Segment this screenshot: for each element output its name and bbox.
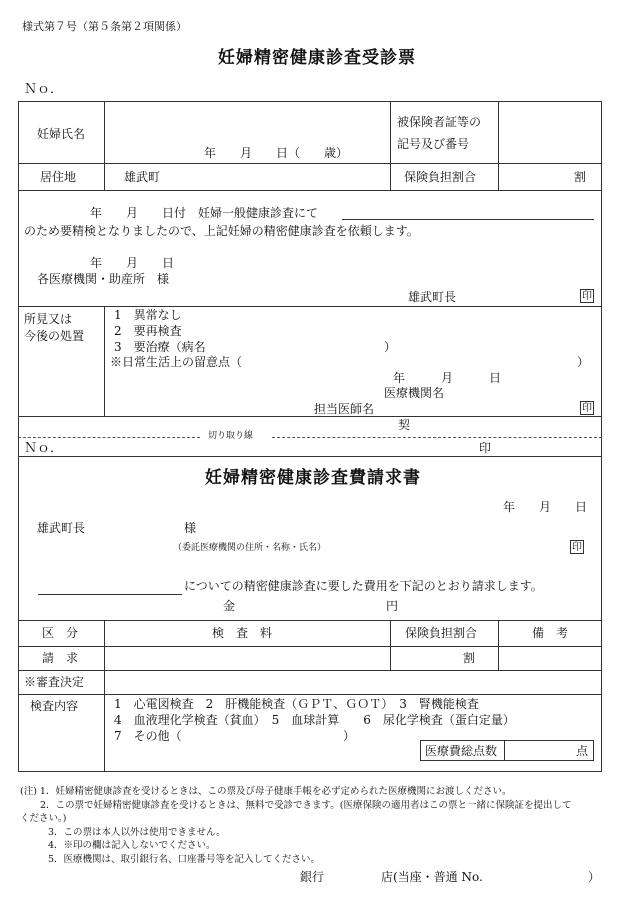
- findings-item-3-close: ）: [384, 340, 397, 354]
- col-header-category: 区 分: [42, 626, 79, 640]
- request-line-2: のため要精検となりましたので、上記妊婦の精密健康診査を依頼します。: [24, 224, 419, 238]
- seal-in-label: 印: [479, 441, 492, 455]
- insurance-label-1: 被保険者証等の: [397, 115, 482, 129]
- birthdate-field[interactable]: 年 月 日（ 歳）: [204, 146, 349, 160]
- branch-label: 店(当座・普通 No.: [381, 870, 483, 884]
- form-number: 様式第７号（第５条第２項関係）: [22, 20, 187, 33]
- row-review-label: ※審査決定: [24, 675, 85, 689]
- claim-seal: 印: [572, 542, 582, 553]
- pregnant-name-field[interactable]: [135, 124, 375, 142]
- exam-fee-field[interactable]: [110, 648, 386, 668]
- total-points-label: 医療費総点数: [425, 744, 498, 758]
- col-header-remarks: 備 考: [532, 626, 569, 640]
- note-3: 3．この票は本人以外は使用できません。: [48, 827, 226, 838]
- findings-item-2[interactable]: 2 要再検査: [114, 324, 182, 338]
- col-header-burden: 保険負担割合: [405, 626, 478, 640]
- claim-sama: 様: [184, 521, 197, 535]
- note-2: 2．この票で妊婦精密健康診査を受けるときは、無料で受診できます。(医療保険の適用者はこの票と一緒に保険証を提出して: [40, 800, 572, 811]
- findings-label-2: 今後の処置: [24, 329, 85, 343]
- request-addressee: 各医療機関・助産所 様: [37, 272, 170, 286]
- form-title: 妊婦精密健康診査受診票: [218, 48, 416, 68]
- doctor-label: 担当医師名: [314, 402, 375, 416]
- mayor-label: 雄武町長: [408, 290, 457, 304]
- exam-line-2[interactable]: 4 血液理化学検査（貧血） 5 血球計算 6 尿化学検査（蛋白定量）: [114, 713, 515, 727]
- total-points-unit: 点: [576, 744, 589, 758]
- note-4: 4．※印の欄は記入しないでください。: [48, 840, 216, 851]
- note-5: 5．医療機関は、取引銀行名、口座番号等を記入してください。: [48, 854, 321, 865]
- claim-number-no: Ｎｏ．: [24, 441, 64, 456]
- exam-line-3-close: ）: [343, 729, 356, 743]
- address-value[interactable]: 雄武町: [124, 170, 161, 184]
- burden-unit: 割: [574, 170, 587, 184]
- findings-item-3[interactable]: 3 要治療（病名: [114, 340, 206, 354]
- findings-item-1[interactable]: 1 異常なし: [114, 308, 182, 322]
- claim-statement: についての精密健康診査に要した費用を下記のとおり請求します。: [184, 579, 543, 593]
- findings-date[interactable]: 年 月 日: [393, 371, 502, 385]
- address-label: 居住地: [40, 170, 77, 184]
- request-line-1: 年 月 日付 妊婦一般健康診査にて: [90, 206, 319, 220]
- form-number-no: Ｎｏ．: [24, 82, 64, 97]
- claim-subject-underline[interactable]: [38, 594, 182, 595]
- cut-line-label: 切り取り線: [208, 431, 254, 441]
- note-1: (注) 1．妊婦精密健康診査を受けるときは、この票及び母子健康手帳を必ず定められた医療機関にお渡しください。: [20, 786, 512, 797]
- exam-line-3[interactable]: 7 その他（: [114, 729, 182, 743]
- pregnant-name-label: 妊婦氏名: [37, 127, 86, 141]
- bank-label: 銀行: [300, 870, 325, 884]
- claim-mayor: 雄武町長: [37, 521, 86, 535]
- bank-close: ）: [588, 870, 601, 884]
- amount-kin: 金: [223, 599, 236, 613]
- note-2-cont: ください。): [20, 813, 67, 824]
- findings-note[interactable]: ※日常生活上の留意点（: [110, 355, 243, 369]
- keiyaku-label: 契: [398, 418, 411, 432]
- exam-label: 検査内容: [30, 699, 79, 713]
- institution-label: 医療機関名: [384, 386, 445, 400]
- reason-underline[interactable]: [342, 219, 594, 220]
- insurance-label-2: 記号及び番号: [397, 137, 470, 151]
- row-claim-unit: 割: [463, 651, 476, 665]
- findings-label-1: 所見又は: [24, 312, 73, 326]
- request-date[interactable]: 年 月 日: [90, 256, 175, 270]
- entrusted-label: （委託医療機関の住所・名称・氏名）: [173, 543, 327, 553]
- claim-title: 妊婦精密健康診査費請求書: [205, 468, 421, 488]
- doctor-seal: 印: [582, 403, 592, 414]
- burden-label: 保険負担割合: [404, 170, 477, 184]
- row-claim-label: 請 求: [42, 651, 79, 665]
- insurance-number-field[interactable]: [505, 115, 595, 155]
- findings-note-close: ）: [577, 355, 590, 369]
- col-header-exam-fee: 検 査 料: [212, 626, 273, 640]
- exam-line-1[interactable]: 1 心電図検査 2 肝機能検査（ＧＰＴ、ＧＯＴ） 3 腎機能検査: [114, 697, 479, 711]
- claim-date[interactable]: 年 月 日: [503, 500, 588, 514]
- mayor-seal: 印: [582, 291, 592, 302]
- amount-yen: 円: [386, 599, 399, 613]
